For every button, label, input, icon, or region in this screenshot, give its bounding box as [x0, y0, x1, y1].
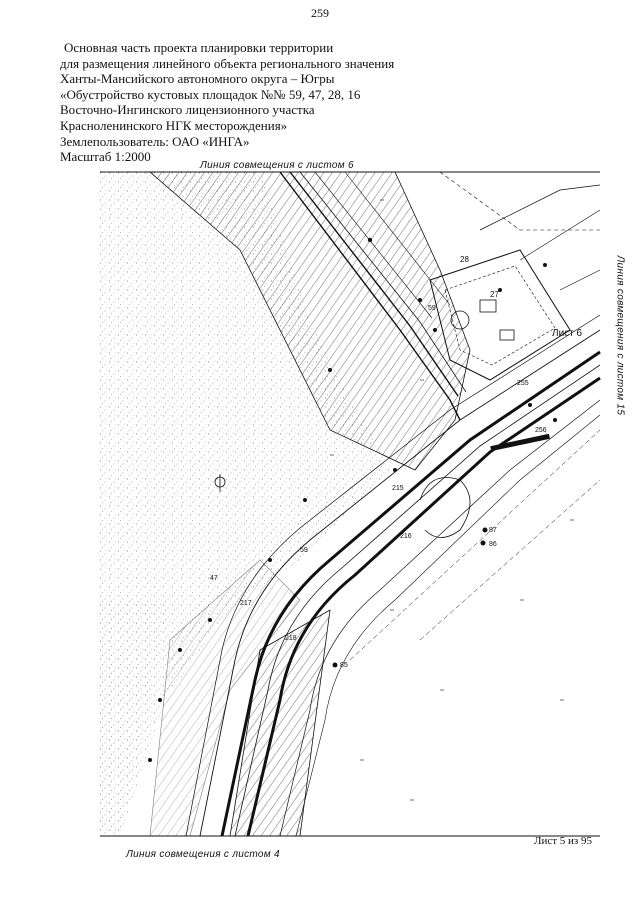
sheet-6-right: Лист 6: [552, 328, 583, 339]
page-number: 259: [311, 6, 329, 20]
point-87: 87: [489, 527, 497, 534]
title-line: для размещения линейного объекта регионального значения: [60, 55, 395, 71]
point-85: 85: [340, 662, 348, 669]
title-line: Основная часть проекта планировки территории: [64, 40, 334, 55]
pad-number-27: 27: [490, 290, 499, 299]
scale: Масштаб 1:2000: [60, 149, 151, 165]
match-line-bottom: Линия совмещения с листом 4: [126, 849, 280, 860]
title-line: Красноленинского НГК месторождения»: [60, 117, 288, 133]
title-line: «Обустройство кустовых площадок №№ 59, 47, 28, 16: [60, 86, 361, 102]
pad-equipment: [480, 300, 496, 312]
land-user: Землепользователь: ОАО «ИНГА»: [60, 133, 250, 149]
sheet-number: Лист 5 из 95: [534, 835, 593, 847]
pipe-rack: [490, 434, 550, 451]
pad-number-28: 28: [460, 255, 469, 264]
point-218: 218: [285, 635, 297, 642]
pad-number-59: 59: [428, 305, 436, 312]
point-59b: 59: [300, 547, 308, 554]
se-boundary: [420, 480, 600, 640]
title-line: Восточно-Ингинского лицензионного участка: [60, 102, 315, 118]
right-boundary: [440, 172, 600, 230]
point-256: 256: [535, 427, 547, 434]
point-215: 215: [392, 485, 404, 492]
right-boundary: [480, 185, 600, 230]
match-line-right: Линия совмещения с листом 15: [614, 255, 626, 416]
right-boundary: [520, 210, 600, 260]
point-217: 217: [240, 600, 252, 607]
pad-equipment: [500, 330, 514, 340]
right-boundary: [560, 270, 600, 290]
point-86: 86: [489, 541, 497, 548]
title-line: Ханты-Мансийского автономного округа – Югры: [60, 71, 335, 87]
match-line-top: Линия совмещения с листом 6: [200, 160, 354, 171]
point-47: 47: [210, 575, 218, 582]
point-216: 216: [400, 533, 412, 540]
point-255: 255: [517, 380, 529, 387]
